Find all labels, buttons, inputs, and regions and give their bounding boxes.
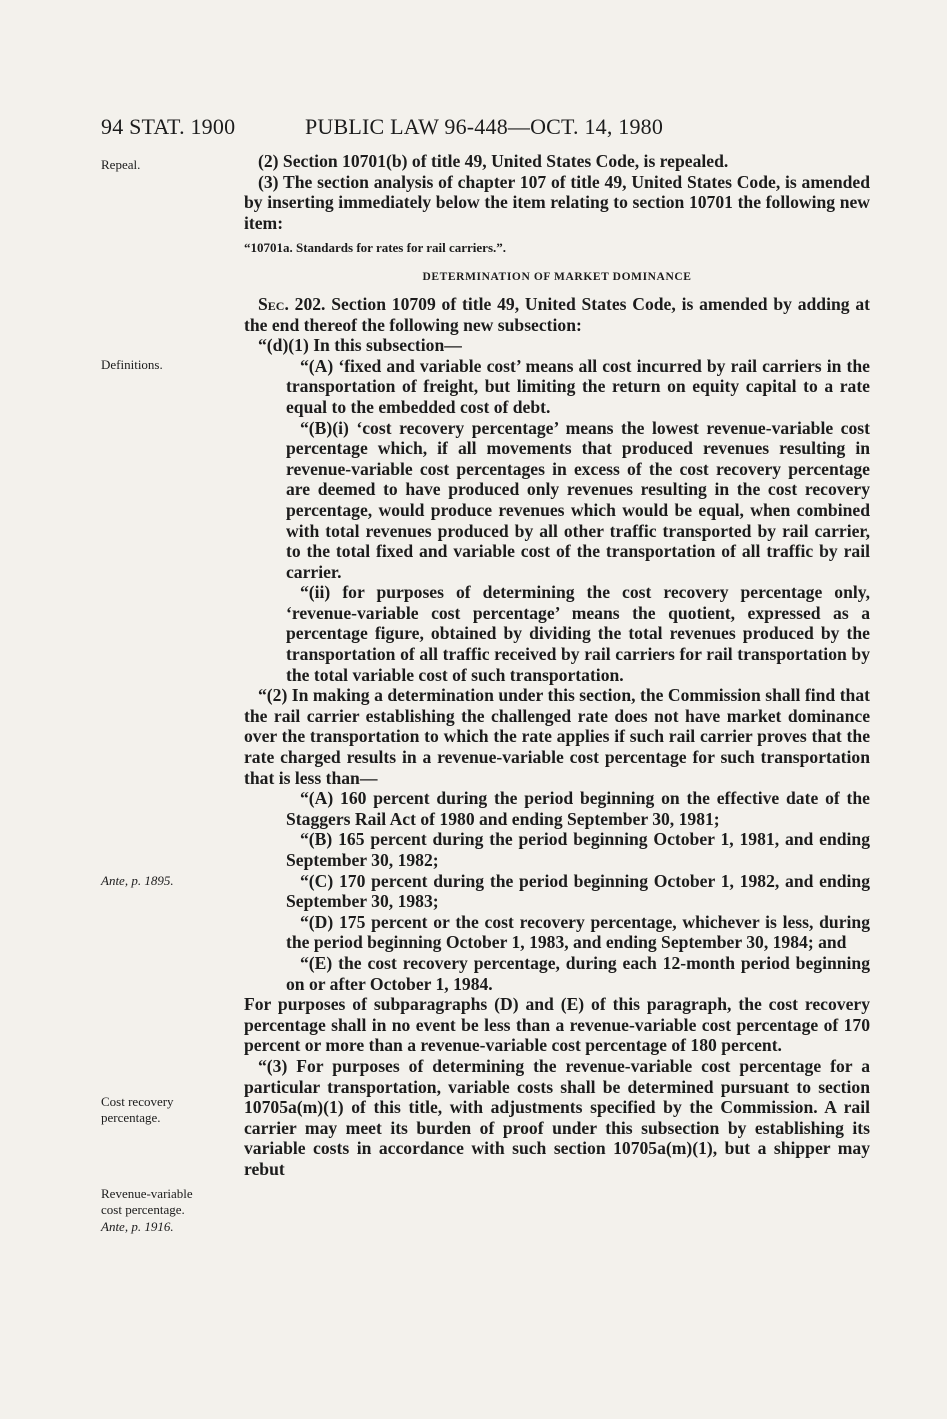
para-d2-A: “(A) 160 percent during the period beginning on the effective date of the Staggers Rail Act of 1980 and ending September 30, 1981; (286, 788, 870, 829)
para-d1: “(d)(1) In this subsection— (258, 335, 462, 356)
para-purposes: For purposes of subparagraphs (D) and (E) of this paragraph, the cost recovery percentage shall in no event be less than a revenue-variable cost percentage of 170 percent or more than a revenue-variable cost percentage of 180 percent. (244, 994, 870, 1056)
statute-body (244, 151, 870, 1180)
para-d2-E: “(E) the cost recovery percentage, during each 12-month period beginning on or after October 1, 1984. (286, 952, 870, 994)
para-d1-B-ii: “(ii) for purposes of determining the cost recovery percentage only, ‘revenue-variable cost percentage’ means the quotient, expressed as a percentage figure, obtained by dividing the total revenues produced by the transportation of all traffic received by rail carriers for rail transportation by the total variable cost of such transportation. (286, 582, 870, 685)
para-d3: “(3) For purposes of determining the revenue-variable cost percentage for a particular transportation, variable costs shall be determined pursuant to section 10705a(m)(1) of this title, with adjustments specified by the Commission. A rail carrier may meet its burden of proof under this subsection by establishing its variable costs in accordance with such section 10705a(m)(1), but a shipper may rebut (244, 1055, 870, 1179)
margin-note-definitions: Definitions. (101, 357, 163, 372)
stat-page-number: 94 STAT. 1900 (101, 114, 236, 139)
sec-label: Sec. (258, 293, 289, 314)
margin-note-ante-1895: Ante, p. 1895. (101, 873, 174, 888)
para-new-item: “10701a. Standards for rates for rail carriers.”. (244, 240, 506, 256)
para-d2-B: “(B) 165 percent during the period beginning October 1, 1981, and ending September 30, 1982; (286, 829, 870, 870)
sec-202-text: 202. Section 10709 of title 49, United States Code, is amended by adding at the end thereof the following new subsection: (244, 293, 870, 335)
para-d1-B-i: “(B)(i) ‘cost recovery percentage’ means the lowest revenue-variable cost percentage which, if all movements that produced revenues resulting in revenue-variable cost percentages in excess of the cost recovery percentage are deemed to have produced only revenues resulting in the cost recovery percentage, would produce revenues which would be equal, when combined with total revenues produced by all other traffic transported by rail carrier, to the total fixed and variable cost of the transportation of all traffic by rail carrier. (286, 417, 870, 582)
para-d1-A: “(A) ‘fixed and variable cost’ means all cost incurred by rail carriers in the transportation of freight, but limiting the return on equity capital to a rate equal to the embedded cost of debt. (286, 355, 870, 417)
margin-note-ante-1916: Ante, p. 1916. (101, 1219, 174, 1234)
section-heading: DETERMINATION OF MARKET DOMINANCE (422, 271, 692, 284)
para-d2-D: “(D) 175 percent or the cost recovery percentage, whichever is less, during the period beginning October 1, 1983, and ending September 30, 1984; and (286, 911, 870, 953)
page-header (101, 114, 907, 144)
margin-note-cost-recovery: Cost recovery percentage. (101, 1094, 174, 1125)
para-sec-202 (244, 294, 870, 335)
public-law-title: PUBLIC LAW 96-448—OCT. 14, 1980 (305, 114, 664, 139)
margin-note-revenue-variable: Revenue-variable cost percentage. (101, 1186, 193, 1217)
para-d2: “(2) In making a determination under this section, the Commission shall find that the rail carrier establishing the challenged rate does not have market dominance over the transportation to which the rate applies if such rail carrier proves that the rate charged results in a revenue-variable cost percentage for such transportation that is less than— (244, 685, 870, 788)
para-section-analysis: (3) The section analysis of chapter 107 of title 49, United States Code, is amended by inserting immediately below the item relating to section 10701 the following new item: (244, 171, 870, 233)
margin-note-repeal: Repeal. (101, 157, 141, 172)
para-d2-C: “(C) 170 percent during the period beginning October 1, 1982, and ending September 30, 1983; (286, 870, 870, 912)
para-repeal: (2) Section 10701(b) of title 49, United States Code, is repealed. (258, 151, 729, 171)
